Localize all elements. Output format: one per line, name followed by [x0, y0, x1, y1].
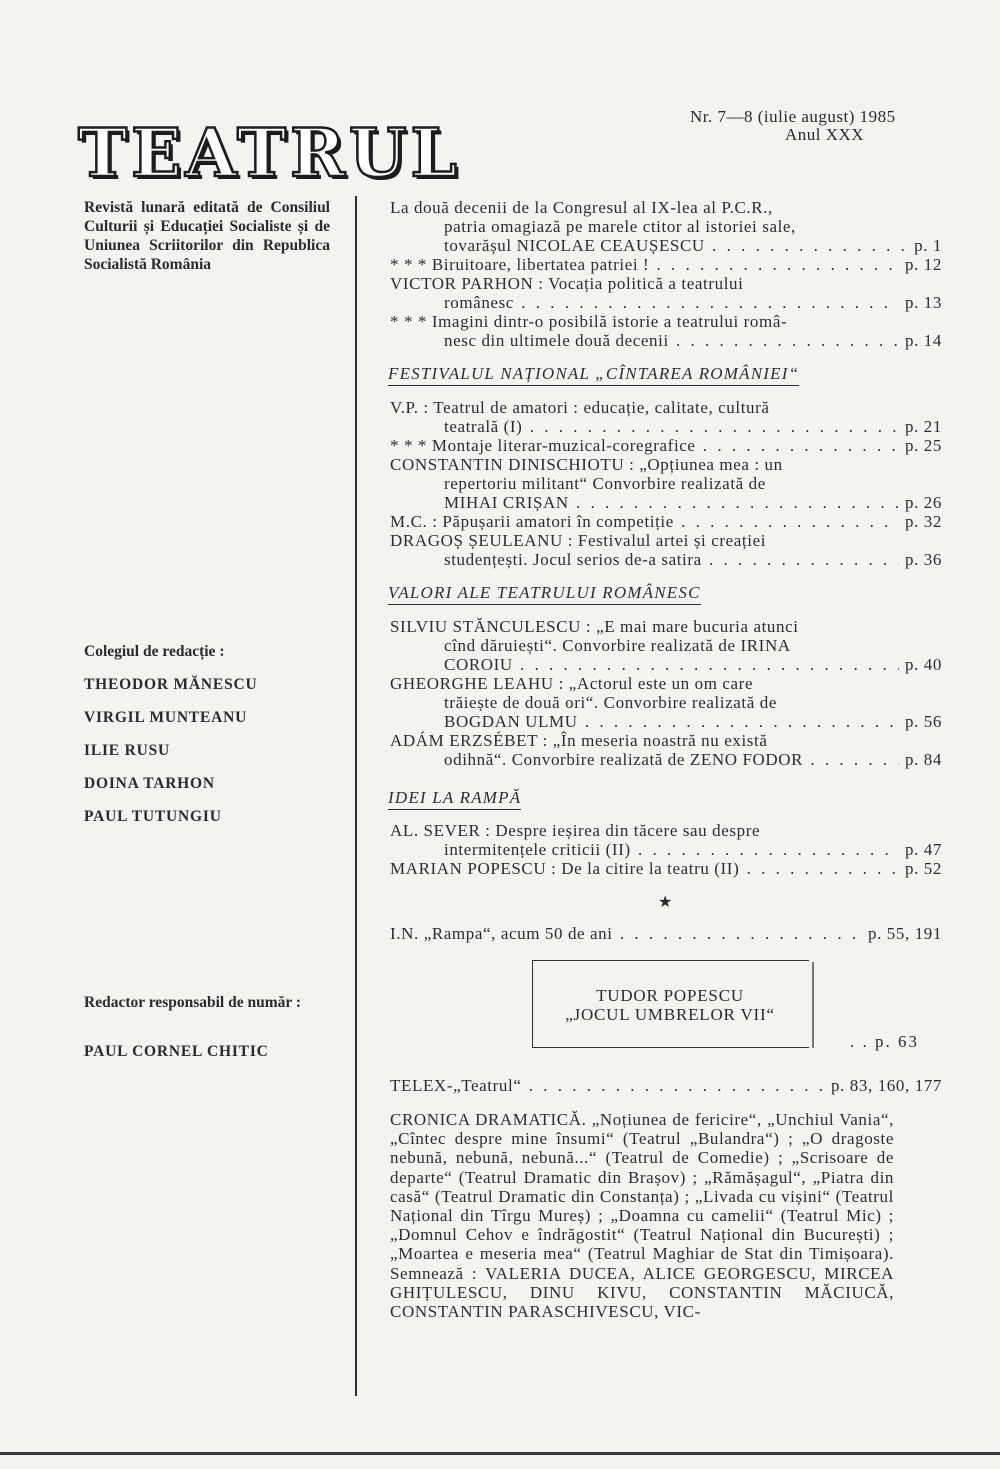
section-heading-valori: VALORI ALE TEATRULUI ROMÂNESC [388, 583, 701, 605]
toc-line: SILVIU STĂNCULESCU : „E mai mare bucuria atunci [390, 617, 799, 636]
toc-entry: teatrală (I) . . . p. 21 [390, 417, 942, 436]
toc-entry: MARIAN POPESCU : De la citire la teatru (II) . . . p. 52 [390, 859, 942, 878]
page-ref: p. 32 [905, 512, 942, 531]
column-divider [355, 196, 357, 1396]
issue-info [690, 108, 950, 144]
responsible-editor-title: Redactor responsabil de număr : [84, 994, 302, 1011]
toc-rampa [390, 924, 942, 943]
toc-line: trăiește de două ori“. Convorbire realizată de [444, 693, 777, 712]
page-ref: p. 1 [914, 236, 942, 255]
toc-line: * * * Imagini dintr-o posibilă istorie a teatrului româ- [390, 312, 788, 331]
toc-entry: intermitențele criticii (II) . . . p. 47 [390, 840, 942, 859]
toc-entry: studențești. Jocul serios de-a satira . . . p. 36 [390, 550, 942, 569]
featured-play-text [532, 986, 808, 1024]
editorial-member: DOINA TARHON [84, 775, 215, 792]
page-ref: p. 12 [905, 255, 942, 274]
toc-line: GHEORGHE LEAHU : „Actorul este un om care [390, 674, 754, 693]
issue-number: Nr. 7—8 (iulie august) 1985 [690, 107, 896, 126]
toc-entry: COROIU . . . p. 40 [390, 655, 942, 674]
featured-box-edge [812, 962, 814, 1048]
toc-idei [390, 821, 942, 878]
featured-author: TUDOR POPESCU [596, 986, 744, 1005]
page-ref: p. 52 [905, 859, 942, 878]
toc-line: patria omagiază pe marele ctitor al istoriei sale, [444, 217, 796, 236]
editorial-member: VIRGIL MUNTEANU [84, 709, 248, 726]
toc-line: V.P. : Teatrul de amatori : educație, calitate, cultură [390, 398, 770, 417]
page-ref: p. 25 [905, 436, 942, 455]
publication-description: Revistă lunară editată de Consiliul Culturii și Educației Socialiste și de Uniunea Scriitorilor din Republica Socialistă România [84, 199, 330, 273]
page-bottom-rule [0, 1452, 1000, 1455]
masthead-logo: TEATRUL [78, 114, 461, 192]
page-ref: p. 47 [905, 840, 942, 859]
page-ref: p. 56 [905, 712, 942, 731]
toc-festival [390, 398, 942, 569]
toc-line: La două decenii de la Congresul al IX-lea al P.C.R., [390, 198, 773, 217]
toc-intro [390, 198, 942, 350]
toc-line: AL. SEVER : Despre ieșirea din tăcere sau despre [390, 821, 761, 840]
toc-entry: odihnă“. Convorbire realizată de ZENO FODOR . . . p. 84 [390, 750, 942, 769]
editorial-member: THEODOR MĂNESCU [84, 676, 258, 693]
featured-title: „JOCUL UMBRELOR VII“ [565, 1005, 775, 1024]
page-ref: p. 83, 160, 177 [831, 1076, 942, 1095]
page-ref: p. 55, 191 [868, 924, 942, 943]
toc-valori [390, 617, 942, 769]
toc-entry: tovarășul NICOLAE CEAUȘESCU . . . p. 1 [390, 236, 942, 255]
cronica-dramatica: CRONICA DRAMATICĂ. „Noțiunea de fericire“, „Unchiul Vania“, „Cîntec despre mine însumi“ (Teatrul „Bulandra“) ; „O dragoste nebună, nebună, nebună...“ (Teatrul de Comedie) ; „Scrisoare de departe“ (Teatrul Dramatic din Brașov) ; „Rămășagul“, „Piatra din casă“ (Teatrul Dramatic din Constanța) ; „Livada cu vișini“ (Teatrul Național din Tîrgu Mureș) ; „Doamna cu camelii“ (Teatrul Mic) ; „Domnul Cehov e îndrăgostit“ (Teatrul Național din București) ; „Moartea e meseria mea“ (Teatrul Maghiar de Stat din Timișoara). Semnează : VALERIA DUCEA, ALICE GEORGESCU, MIRCEA GHIȚULESCU, DINU KIVU, CONSTANTIN MĂCIUCĂ, CONSTANTIN PARASCHIVESCU, VIC- [390, 1110, 894, 1322]
toc-entry: I.N. „Rampa“, acum 50 de ani . . . p. 55, 191 [390, 924, 942, 943]
page-ref: p. 21 [905, 417, 942, 436]
page-ref: p. 14 [905, 331, 942, 350]
editorial-member: PAUL TUTUNGIU [84, 808, 222, 825]
toc-entry: românesc . . . p. 13 [390, 293, 942, 312]
page-ref: p. 40 [905, 655, 942, 674]
toc-entry: * * * Montaje literar-muzical-coregrafice . . . p. 25 [390, 436, 942, 455]
toc-entry: MIHAI CRIȘAN . . . p. 26 [390, 493, 942, 512]
responsible-editor-name: PAUL CORNEL CHITIC [84, 1043, 269, 1060]
toc-line: cînd dăruiești“. Convorbire realizată de IRINA [444, 636, 791, 655]
toc-line: CONSTANTIN DINISCHIOTU : „Opțiunea mea : un [390, 455, 783, 474]
toc-entry: TELEX-„Teatrul“ . . . p. 83, 160, 177 [390, 1076, 942, 1095]
section-heading-idei: IDEI LA RAMPĂ [388, 788, 521, 810]
editorial-board-title: Colegiul de redacție : [84, 643, 225, 660]
section-heading-festival: FESTIVALUL NAȚIONAL „CÎNTAREA ROMÂNIEI“ [388, 364, 799, 386]
toc-line: ADÁM ERZSÉBET : „În meseria noastră nu există [390, 731, 768, 750]
star-separator: ★ [658, 892, 673, 911]
toc-line: repertoriu militant“ Convorbire realizată de [444, 474, 766, 493]
toc-line: VICTOR PARHON : Vocația politică a teatrului [390, 274, 744, 293]
issue-year: Anul XXX [785, 125, 865, 144]
page-ref: p. 26 [905, 493, 942, 512]
toc-line: DRAGOȘ ȘEULEANU : Festivalul artei și creației [390, 531, 767, 550]
toc-telex [390, 1076, 942, 1095]
toc-entry: M.C. : Păpușarii amatori în competiție . . . p. 32 [390, 512, 942, 531]
toc-entry: nesc din ultimele două decenii . . . p. 14 [390, 331, 942, 350]
page-ref: p. 36 [905, 550, 942, 569]
page-ref: p. 13 [905, 293, 942, 312]
page-ref: p. 84 [905, 750, 942, 769]
toc-entry: * * * Biruitoare, libertatea patriei ! . . . p. 12 [390, 255, 942, 274]
featured-page-ref: . . p. 63 [850, 1032, 919, 1051]
toc-entry: BOGDAN ULMU . . . p. 56 [390, 712, 942, 731]
editorial-member: ILIE RUSU [84, 742, 171, 759]
